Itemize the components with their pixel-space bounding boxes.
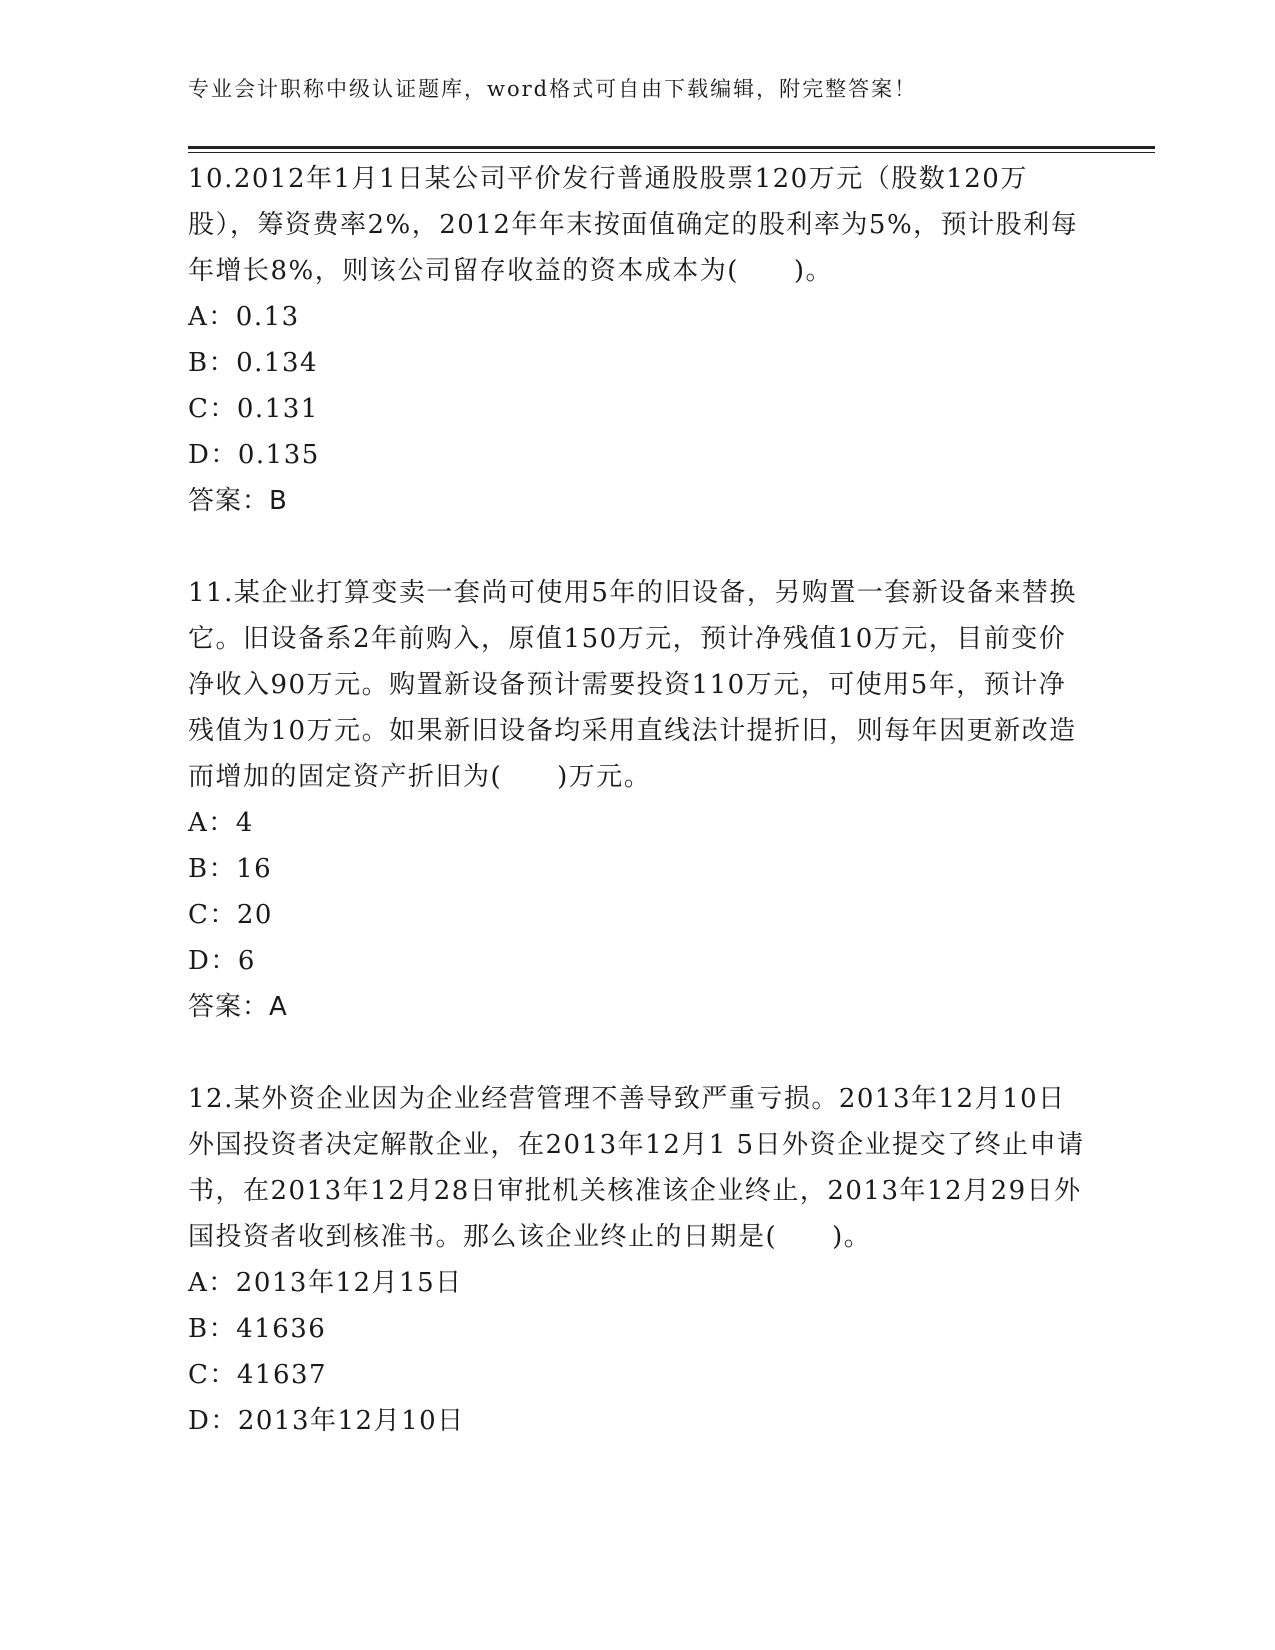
option-b: B：16 <box>188 854 273 884</box>
page-header: 专业会计职称中级认证题库，word格式可自由下载编辑，附完整答案！ <box>188 77 918 101</box>
question-10 <box>188 156 1088 524</box>
option-a: A：0.13 <box>188 302 300 332</box>
question-list <box>188 156 1088 1444</box>
option-a: A：2013年12月15日 <box>188 1268 463 1298</box>
option-b: B：41636 <box>188 1314 327 1344</box>
header-rule-thick <box>188 146 1155 149</box>
question-12 <box>188 1076 1088 1444</box>
option-c: C：0.131 <box>188 394 319 424</box>
option-c: C：41637 <box>188 1360 328 1390</box>
option-d: D：2013年12月10日 <box>188 1406 465 1436</box>
option-c: C：20 <box>188 900 273 930</box>
option-b: B：0.134 <box>188 348 319 378</box>
option-d: D：6 <box>188 946 256 976</box>
answer-label: 答案：A <box>188 992 288 1022</box>
option-d: D：0.135 <box>188 440 320 470</box>
question-stem: 12.某外资企业因为企业经营管理不善导致严重亏损。2013年12月10日外国投资者决定解散企业，在2013年12月1 5日外资企业提交了终止申请书，在2013年12月28日审批机关核准该企业终止，2013年12月29日外国投资者收到核准书。那么该企业终止的日期是( )。 <box>188 1084 1085 1252</box>
option-a: A：4 <box>188 808 254 838</box>
answer-label: 答案：B <box>188 486 288 516</box>
question-gap <box>188 1030 1088 1076</box>
question-stem: 11.某企业打算变卖一套尚可使用5年的旧设备，另购置一套新设备来替换它。旧设备系2年前购入，原值150万元，预计净残值10万元，目前变价净收入90万元。购置新设备预计需要投资110万元，可使用5年，预计净残值为10万元。如果新旧设备均采用直线法计提折旧，则每年因更新改造而增加的固定资产折旧为( )万元。 <box>188 578 1077 792</box>
header-rule-thin <box>188 152 1155 153</box>
question-stem: 10.2012年1月1日某公司平价发行普通股股票120万元（股数120万股），筹资费率2%，2012年年末按面值确定的股利率为5%，预计股利每年增长8%，则该公司留存收益的资本成本为( )。 <box>188 164 1079 286</box>
question-gap <box>188 524 1088 570</box>
question-11 <box>188 570 1088 1030</box>
